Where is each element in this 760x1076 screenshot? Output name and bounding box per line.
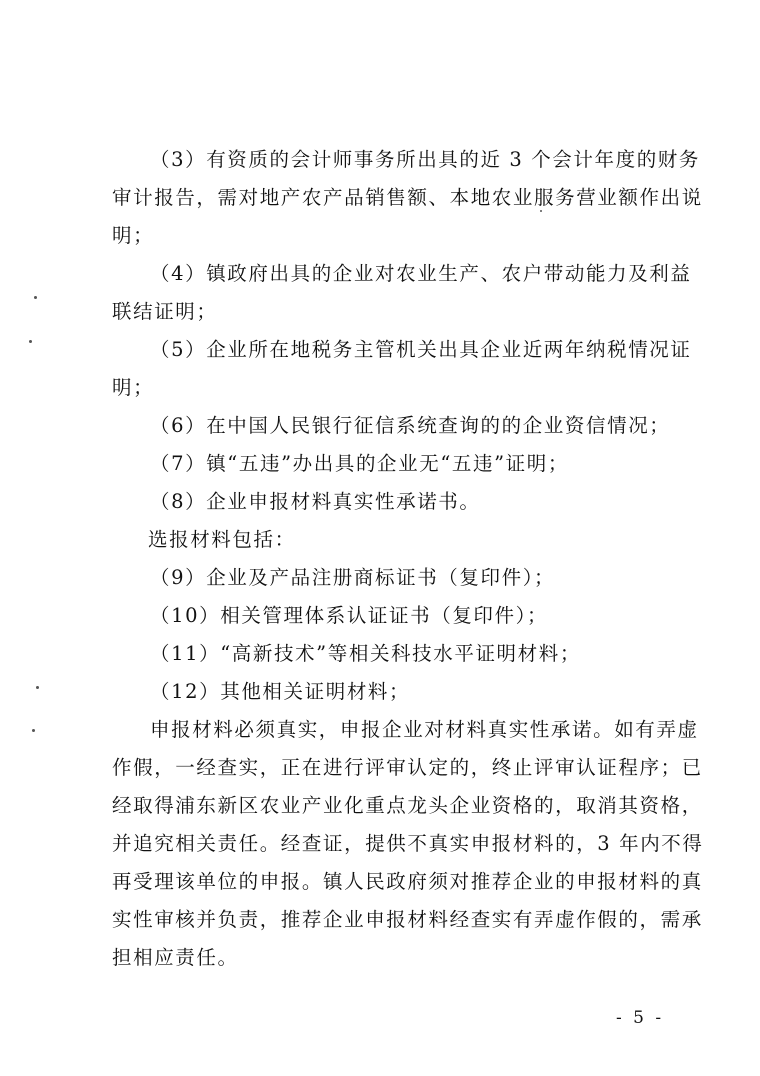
item-3-line-2: 审计报告，需对地产农产品销售额、本地农业服务营业额作出说 xyxy=(112,186,703,209)
scan-speck xyxy=(29,340,32,343)
paragraph-line-3: 经取得浦东新区农业产业化重点龙头企业资格的，取消其资格， xyxy=(112,794,703,817)
item-6: （6）在中国人民银行征信系统查询的的企业资信情况； xyxy=(150,414,671,437)
item-7: （7）镇“五违”办出具的企业无“五违”证明； xyxy=(150,452,569,475)
paragraph-line-6: 实性审核并负责，推荐企业申报材料经查实有弄虚作假的，需承 xyxy=(112,908,703,931)
item-4-line-2: 联结证明； xyxy=(112,300,218,323)
item-5-line-2: 明； xyxy=(112,376,155,399)
item-11: （11）“高新技术”等相关科技水平证明材料； xyxy=(150,642,581,665)
paragraph-line-2: 作假，一经查实，正在进行评审认定的，终止评审认证程序；已 xyxy=(112,756,703,779)
scan-speck xyxy=(36,686,39,689)
optional-materials-heading: 选报材料包括： xyxy=(148,528,296,551)
scan-speck xyxy=(540,210,542,212)
scan-speck xyxy=(34,296,37,299)
paragraph-line-5: 再受理该单位的申报。镇人民政府须对推荐企业的申报材料的真 xyxy=(112,870,703,893)
scan-speck xyxy=(32,729,35,732)
item-5-line-1: （5）企业所在地税务主管机关出具企业近两年纳税情况证 xyxy=(150,338,692,361)
item-8: （8）企业申报材料真实性承诺书。 xyxy=(150,490,481,513)
item-12: （12）其他相关证明材料； xyxy=(150,680,411,703)
page-number: - 5 - xyxy=(616,1008,665,1028)
item-10: （10）相关管理体系认证证书（复印件）； xyxy=(150,604,549,627)
item-3-line-1: （3）有资质的会计师事务所出具的近 3 个会计年度的财务 xyxy=(150,148,701,171)
item-3-line-3: 明； xyxy=(112,224,155,247)
paragraph-line-4: 并追究相关责任。经查证，提供不真实申报材料的，3 年内不得 xyxy=(112,832,704,855)
paragraph-line-7: 担相应责任。 xyxy=(112,946,239,969)
paragraph-line-1: 申报材料必须真实，申报企业对材料真实性承诺。如有弄虚 xyxy=(150,718,699,741)
item-4-line-1: （4）镇政府出具的企业对农业生产、农户带动能力及利益 xyxy=(150,262,692,285)
item-9: （9）企业及产品注册商标证书（复印件）； xyxy=(150,566,556,589)
